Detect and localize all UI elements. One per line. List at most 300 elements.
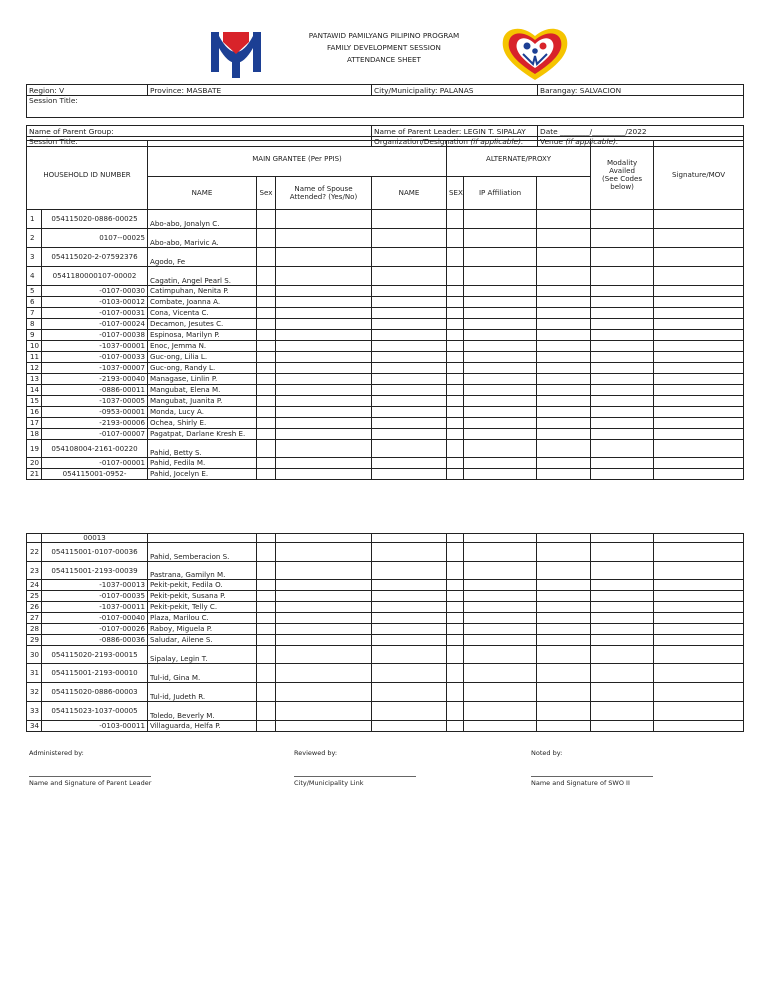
- sex-col-header: Sex: [257, 177, 276, 210]
- signature-cell: [591, 385, 654, 396]
- ip-cell: [464, 248, 537, 267]
- reason-cell: [654, 591, 744, 602]
- table-row: [27, 229, 744, 248]
- alt-sex-cell: [447, 591, 464, 602]
- alt-name-cell: [372, 458, 447, 469]
- spouse-cell: [276, 229, 372, 248]
- alt-sex-cell: [447, 363, 464, 374]
- row-number: 29: [27, 635, 42, 646]
- alt-sex-cell: [447, 613, 464, 624]
- ip-cell: [464, 418, 537, 429]
- ip-cell: [464, 341, 537, 352]
- ip-cell: [464, 624, 537, 635]
- sex-cell: [257, 363, 276, 374]
- ip-cell: [464, 580, 537, 591]
- alt-sex-cell: [447, 286, 464, 297]
- signature-cell: [591, 543, 654, 562]
- table-row: [27, 534, 744, 543]
- spouse-cell: [276, 635, 372, 646]
- table-row: [27, 469, 744, 480]
- alt-sex-cell: [447, 418, 464, 429]
- ip-cell: [464, 635, 537, 646]
- spouse-cell: [276, 702, 372, 721]
- main-grantee-header: MAIN GRANTEE (Per PPIS): [148, 141, 447, 177]
- household-id-cell: 054115001-2193-00010: [42, 664, 148, 683]
- row-number: 8: [27, 319, 42, 330]
- modality-cell: [537, 721, 591, 732]
- alt-name-cell: [372, 407, 447, 418]
- alt-name-cell: [372, 534, 447, 543]
- spouse-cell: [276, 210, 372, 229]
- grantee-name-cell: Espinosa, Marilyn P.: [148, 330, 257, 341]
- row-number: 6: [27, 297, 42, 308]
- reason-cell: [654, 562, 744, 580]
- table-row: [27, 363, 744, 374]
- row-number: 22: [27, 543, 42, 562]
- table-row: [27, 646, 744, 664]
- reason-cell: [654, 602, 744, 613]
- household-id-cell: 0541180000107-00002: [42, 267, 148, 286]
- sex-cell: [257, 248, 276, 267]
- modality-cell: [537, 624, 591, 635]
- row-number: 18: [27, 429, 42, 440]
- spouse-cell: [276, 385, 372, 396]
- modality-cell: [537, 543, 591, 562]
- household-id-cell: 00013: [42, 534, 148, 543]
- alt-name-cell: [372, 229, 447, 248]
- ip-cell: [464, 458, 537, 469]
- alt-sex-cell: [447, 543, 464, 562]
- signature-header: Signature/MOV: [654, 141, 744, 210]
- household-id-cell: -0107-00026: [42, 624, 148, 635]
- ip-cell: [464, 702, 537, 721]
- table-row: [27, 591, 744, 602]
- alt-sex-cell: [447, 602, 464, 613]
- modality-cell: [537, 374, 591, 385]
- spouse-cell: [276, 374, 372, 385]
- modality-cell: [537, 267, 591, 286]
- alt-sex-cell: [447, 702, 464, 721]
- organization-field: Organization/Designation (if applicable):: [372, 137, 538, 147]
- spouse-cell: [276, 664, 372, 683]
- alt-name-cell: [372, 624, 447, 635]
- ip-cell: [464, 534, 537, 543]
- row-number: [27, 534, 42, 543]
- spouse-col-header: Name of Spouse Attended? (Yes/No): [276, 177, 372, 210]
- ip-col-header: IP Affiliation: [464, 177, 537, 210]
- administered-label: Administered by:: [29, 749, 84, 757]
- table-row: [27, 330, 744, 341]
- sex-cell: [257, 543, 276, 562]
- grantee-name-cell: Plaza, Marilou C.: [148, 613, 257, 624]
- reason-cell: [654, 429, 744, 440]
- ip-cell: [464, 429, 537, 440]
- attendance-rows-2: [27, 534, 744, 732]
- signature-cell: [591, 458, 654, 469]
- table-row: [27, 458, 744, 469]
- modality-cell: [537, 562, 591, 580]
- modality-cell: [537, 407, 591, 418]
- spouse-cell: [276, 591, 372, 602]
- household-id-cell: 054108004-2161-00220: [42, 440, 148, 458]
- reason-cell: [654, 286, 744, 297]
- household-id-cell: -1037-00007: [42, 363, 148, 374]
- spouse-cell: [276, 562, 372, 580]
- row-number: 2: [27, 229, 42, 248]
- sheet-title: ATTENDANCE SHEET: [347, 55, 421, 64]
- spouse-cell: [276, 440, 372, 458]
- alt-name-cell: [372, 646, 447, 664]
- program-title: PANTAWID PAMILYANG PILIPINO PROGRAM: [308, 31, 460, 40]
- alt-sex-cell: [447, 308, 464, 319]
- household-id-cell: -0103-00012: [42, 297, 148, 308]
- alt-sex-cell: [447, 248, 464, 267]
- row-number: 20: [27, 458, 42, 469]
- table-row: [27, 385, 744, 396]
- grantee-name-cell: Abo-abo, Jonalyn C.: [148, 210, 257, 229]
- alt-name-cell: [372, 440, 447, 458]
- signature-cell: [591, 646, 654, 664]
- session-title-field-2: Session Title:: [27, 137, 372, 147]
- modality-cell: [537, 385, 591, 396]
- ip-cell: [464, 352, 537, 363]
- grantee-name-cell: Abo-abo, Marivic A.: [148, 229, 257, 248]
- alt-name-cell: [372, 363, 447, 374]
- alt-sex-cell: [447, 330, 464, 341]
- grantee-name-cell: Agodo, Fe: [148, 248, 257, 267]
- household-id-cell: -0107-00038: [42, 330, 148, 341]
- ip-cell: [464, 229, 537, 248]
- name-col-header: NAME: [148, 177, 257, 210]
- reason-cell: [654, 374, 744, 385]
- signature-cell: [591, 534, 654, 543]
- row-number: 27: [27, 613, 42, 624]
- spouse-cell: [276, 624, 372, 635]
- modality-cell: [537, 248, 591, 267]
- reason-cell: [654, 580, 744, 591]
- sex-cell: [257, 683, 276, 702]
- alt-name-cell: [372, 385, 447, 396]
- spouse-cell: [276, 458, 372, 469]
- sex-cell: [257, 352, 276, 363]
- alt-sex-cell: [447, 297, 464, 308]
- reason-cell: [654, 363, 744, 374]
- sex-cell: [257, 469, 276, 480]
- pantawid-logo: [499, 24, 571, 82]
- grantee-name-cell: Monda, Lucy A.: [148, 407, 257, 418]
- alt-name-cell: [372, 210, 447, 229]
- household-id-header: HOUSEHOLD ID NUMBER: [27, 141, 148, 210]
- household-id-cell: -0107-00031: [42, 308, 148, 319]
- reason-cell: [654, 721, 744, 732]
- household-id-cell: 054115001-2193-00039: [42, 562, 148, 580]
- signature-cell: [591, 363, 654, 374]
- reason-cell: [654, 407, 744, 418]
- alt-sex-cell: [447, 580, 464, 591]
- table-row: [27, 721, 744, 732]
- noted-label: Noted by:: [531, 749, 563, 757]
- parent-leader-signature-label: Name and Signature of Parent Leader: [29, 779, 152, 787]
- household-id-cell: -0107-00024: [42, 319, 148, 330]
- table-row: [27, 418, 744, 429]
- alt-sex-cell: [447, 319, 464, 330]
- signature-cell: [591, 297, 654, 308]
- row-number: 5: [27, 286, 42, 297]
- attendance-rows-1: [27, 210, 744, 480]
- ip-cell: [464, 469, 537, 480]
- alt-name-cell: [372, 286, 447, 297]
- grantee-name-cell: Cagatin, Angel Pearl S.: [148, 267, 257, 286]
- grantee-name-cell: Toledo, Beverly M.: [148, 702, 257, 721]
- alt-name-cell: [372, 721, 447, 732]
- row-number: 11: [27, 352, 42, 363]
- table-row: [27, 286, 744, 297]
- household-id-cell: -0107-00001: [42, 458, 148, 469]
- modality-cell: [537, 363, 591, 374]
- swo-signature-label: Name and Signature of SWO II: [531, 779, 630, 787]
- household-id-cell: 054115020-2-07592376: [42, 248, 148, 267]
- signature-cell: [591, 664, 654, 683]
- row-number: 7: [27, 308, 42, 319]
- household-id-cell: 054115020-2193-00015: [42, 646, 148, 664]
- modality-cell: [537, 286, 591, 297]
- document-header: [280, 30, 488, 66]
- reason-cell: [654, 229, 744, 248]
- alt-name-cell: [372, 613, 447, 624]
- modality-cell: [537, 580, 591, 591]
- row-number: 32: [27, 683, 42, 702]
- modality-cell: [537, 297, 591, 308]
- alt-sex-cell: [447, 534, 464, 543]
- spouse-cell: [276, 469, 372, 480]
- signature-cell: [591, 267, 654, 286]
- reason-cell: [654, 613, 744, 624]
- reason-cell: [654, 469, 744, 480]
- parent-group-field: Name of Parent Group:: [27, 126, 372, 137]
- reason-cell: [654, 297, 744, 308]
- session-title: FAMILY DEVELOPMENT SESSION: [327, 43, 441, 52]
- household-id-cell: -1037-00001: [42, 341, 148, 352]
- modality-cell: [537, 440, 591, 458]
- alt-name-cell: [372, 330, 447, 341]
- sex-cell: [257, 330, 276, 341]
- household-id-cell: -2193-00006: [42, 418, 148, 429]
- modality-header: Modality Availed (See Codes below): [591, 141, 654, 210]
- city-link-signature-label: City/Municipality Link: [294, 779, 364, 787]
- household-id-cell: -1037-00011: [42, 602, 148, 613]
- row-number: 25: [27, 591, 42, 602]
- sex-cell: [257, 580, 276, 591]
- ip-cell: [464, 385, 537, 396]
- alt-name-cell: [372, 543, 447, 562]
- grantee-name-cell: Villaguarda, Helfa P.: [148, 721, 257, 732]
- sex-cell: [257, 602, 276, 613]
- alt-sex-cell: [447, 352, 464, 363]
- alt-name-cell: [372, 374, 447, 385]
- alt-sex-cell: [447, 341, 464, 352]
- spouse-cell: [276, 297, 372, 308]
- ip-cell: [464, 602, 537, 613]
- household-id-cell: -0107-00007: [42, 429, 148, 440]
- table-row: [27, 429, 744, 440]
- alt-name-cell: [372, 580, 447, 591]
- alt-sex-cell: [447, 683, 464, 702]
- attendance-table-continued: [26, 533, 744, 732]
- modality-cell: [537, 352, 591, 363]
- row-number: 28: [27, 624, 42, 635]
- table-row: [27, 374, 744, 385]
- table-row: [27, 248, 744, 267]
- sex-cell: [257, 562, 276, 580]
- reason-cell: [654, 683, 744, 702]
- signature-cell: [591, 330, 654, 341]
- reason-cell: [654, 440, 744, 458]
- household-id-cell: -0886-00036: [42, 635, 148, 646]
- reason-cell: [654, 248, 744, 267]
- signature-cell: [591, 613, 654, 624]
- spouse-cell: [276, 580, 372, 591]
- grantee-name-cell: Sipalay, Legin T.: [148, 646, 257, 664]
- signature-cell: [591, 591, 654, 602]
- sex-cell: [257, 721, 276, 732]
- table-row: [27, 440, 744, 458]
- ip-cell: [464, 267, 537, 286]
- household-id-cell: -0886-00011: [42, 385, 148, 396]
- spouse-cell: [276, 602, 372, 613]
- grantee-name-cell: Ochea, Shirly E.: [148, 418, 257, 429]
- signature-line-1: [29, 776, 151, 777]
- signature-cell: [591, 308, 654, 319]
- ip-cell: [464, 440, 537, 458]
- ip-cell: [464, 664, 537, 683]
- grantee-name-cell: Pahid, Fedila M.: [148, 458, 257, 469]
- alt-sex-cell: [447, 458, 464, 469]
- alt-sex-cell: [447, 210, 464, 229]
- spouse-cell: [276, 721, 372, 732]
- sex-cell: [257, 624, 276, 635]
- alt-name-cell: [372, 418, 447, 429]
- sex-cell: [257, 702, 276, 721]
- sex-cell: [257, 308, 276, 319]
- signature-cell: [591, 210, 654, 229]
- region-field: Region: V: [27, 85, 148, 96]
- ip-cell: [464, 562, 537, 580]
- alt-name-cell: [372, 602, 447, 613]
- sex-cell: [257, 297, 276, 308]
- sex-cell: [257, 374, 276, 385]
- alt-sex-cell: [447, 635, 464, 646]
- row-number: 10: [27, 341, 42, 352]
- reason-cell: [654, 396, 744, 407]
- spouse-cell: [276, 407, 372, 418]
- reason-cell: [654, 646, 744, 664]
- grantee-name-cell: Raboy, Miguela P.: [148, 624, 257, 635]
- reason-cell: [654, 458, 744, 469]
- modality-cell: [537, 683, 591, 702]
- spouse-cell: [276, 683, 372, 702]
- grantee-name-cell: Decamon, Jesutes C.: [148, 319, 257, 330]
- modality-cell: [537, 308, 591, 319]
- spouse-cell: [276, 429, 372, 440]
- grantee-name-cell: Pekit-pekit, Susana P.: [148, 591, 257, 602]
- sex-cell: [257, 646, 276, 664]
- grantee-name-cell: Pahid, Betty S.: [148, 440, 257, 458]
- table-row: [27, 267, 744, 286]
- ip-cell: [464, 407, 537, 418]
- table-row: [27, 396, 744, 407]
- signature-cell: [591, 602, 654, 613]
- signature-cell: [591, 396, 654, 407]
- alt-name-cell: [372, 591, 447, 602]
- signature-cell: [591, 248, 654, 267]
- spouse-cell: [276, 543, 372, 562]
- alt-name-cell: [372, 248, 447, 267]
- alt-sex-cell: [447, 664, 464, 683]
- signature-cell: [591, 562, 654, 580]
- household-id-cell: -0107-00030: [42, 286, 148, 297]
- alt-sex-cell: [447, 374, 464, 385]
- alt-name-cell: [372, 683, 447, 702]
- alt-name-cell: [372, 429, 447, 440]
- ip-cell: [464, 286, 537, 297]
- table-row: [27, 543, 744, 562]
- household-id-cell: 054115001-0952-: [42, 469, 148, 480]
- modality-cell: [537, 229, 591, 248]
- sex-cell: [257, 418, 276, 429]
- grantee-name-cell: Mangubat, Juanita P.: [148, 396, 257, 407]
- row-number: 17: [27, 418, 42, 429]
- sex-cell: [257, 613, 276, 624]
- signature-cell: [591, 418, 654, 429]
- alt-name-cell: [372, 469, 447, 480]
- reason-cell: [654, 664, 744, 683]
- spouse-cell: [276, 319, 372, 330]
- household-id-cell: -1037-00013: [42, 580, 148, 591]
- table-row: [27, 308, 744, 319]
- modality-cell: [537, 319, 591, 330]
- row-number: 1: [27, 210, 42, 229]
- alt-sex-cell: [447, 624, 464, 635]
- modality-cell: [537, 591, 591, 602]
- modality-cell: [537, 341, 591, 352]
- table-row: [27, 352, 744, 363]
- sex-cell: [257, 341, 276, 352]
- household-id-cell: 054115001-0107-00036: [42, 543, 148, 562]
- reviewed-label: Reviewed by:: [294, 749, 338, 757]
- household-id-cell: -0103-00011: [42, 721, 148, 732]
- signature-cell: [591, 440, 654, 458]
- grantee-name-cell: Tul-id, Gina M.: [148, 664, 257, 683]
- grantee-name-cell: Guc-ong, Randy L.: [148, 363, 257, 374]
- ip-cell: [464, 721, 537, 732]
- modality-cell: [537, 396, 591, 407]
- signature-line-2: [294, 776, 416, 777]
- ip-cell: [464, 591, 537, 602]
- grantee-name-cell: Guc-ong, Lilia L.: [148, 352, 257, 363]
- grantee-name-cell: Managase, Linlin P.: [148, 374, 257, 385]
- signature-cell: [591, 702, 654, 721]
- row-number: 23: [27, 562, 42, 580]
- row-number: 9: [27, 330, 42, 341]
- signature-cell: [591, 352, 654, 363]
- signature-cell: [591, 319, 654, 330]
- signature-cell: [591, 286, 654, 297]
- ip-cell: [464, 396, 537, 407]
- household-id-cell: -0107-00033: [42, 352, 148, 363]
- sex-cell: [257, 440, 276, 458]
- sex-cell: [257, 396, 276, 407]
- row-number: 3: [27, 248, 42, 267]
